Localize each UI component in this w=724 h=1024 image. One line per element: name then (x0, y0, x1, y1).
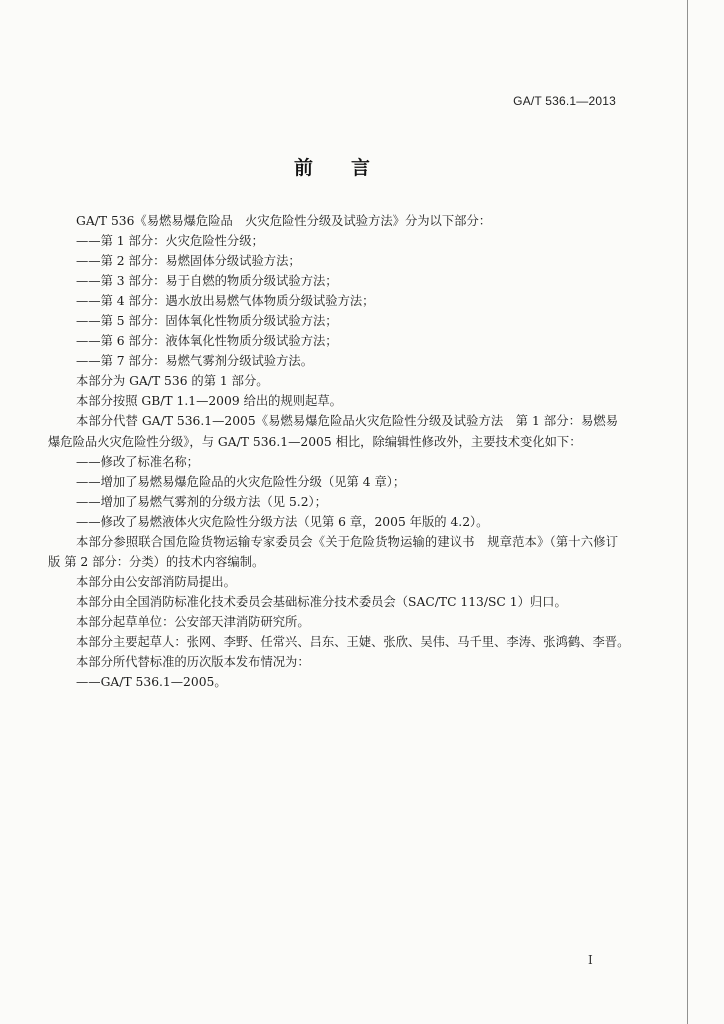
paragraph-centralized: 本部分由全国消防标准化技术委员会基础标准分技术委员会（SAC/TC 113/SC 1）归口。 (76, 594, 567, 609)
list-item-part-1: ——第 1 部分：火灾危险性分级； (76, 234, 264, 249)
list-item-part-5: ——第 5 部分：固体氧化性物质分级试验方法； (76, 314, 338, 329)
paragraph-drafting-rules: 本部分按照 GB/T 1.1—2009 给出的规则起草。 (76, 394, 342, 409)
page-number: I (588, 953, 593, 967)
paragraph-replacement: 本部分代替 GA/T 536.1—2005《易燃易爆危险品火灾危险性分级及试验方法 第 1 部分：易燃易爆危险品火灾危险性分级》，与 GA/T 536.1—2005 相比，除编辑性修改外，主要技术变化如下： (48, 414, 618, 449)
document-code: GA/T 536.1—2013 (513, 94, 616, 108)
list-item-change-3: ——增加了易燃气雾剂的分级方法（见 5.2）； (76, 494, 327, 509)
list-item-part-4: ——第 4 部分：遇水放出易燃气体物质分级试验方法； (76, 294, 375, 309)
scan-edge-line (687, 0, 688, 1024)
paragraph-part-statement: 本部分为 GA/T 536 的第 1 部分。 (76, 374, 269, 389)
list-item-change-2: ——增加了易燃易爆危险品的火灾危险性分级（见第 4 章）； (76, 474, 406, 489)
list-item-part-6: ——第 6 部分：液体氧化性物质分级试验方法； (76, 334, 338, 349)
paragraph-history: 本部分所代替标准的历次版本发布情况为： (76, 655, 310, 670)
list-item-change-1: ——修改了标准名称； (76, 454, 199, 469)
list-item-part-2: ——第 2 部分：易燃固体分级试验方法； (76, 254, 301, 269)
paragraph-drafting-unit: 本部分起草单位：公安部天津消防研究所。 (76, 614, 310, 629)
list-item-change-4: ——修改了易燃液体火灾危险性分级方法（见第 6 章，2005 年版的 4.2）。 (76, 514, 489, 529)
page-title: 前言 (293, 157, 408, 179)
paragraph-intro: GA/T 536《易燃易爆危险品 火灾危险性分级及试验方法》分为以下部分： (76, 214, 492, 228)
list-item-part-3: ——第 3 部分：易于自燃的物质分级试验方法； (76, 274, 338, 289)
paragraph-reference: 本部分参照联合国危险货物运输专家委员会《关于危险货物运输的建议书 规章范本》（第十六修订版 第 2 部分：分类）的技术内容编制。 (48, 534, 618, 569)
paragraph-drafters: 本部分主要起草人：张网、李野、任常兴、吕东、王婕、张欣、吴伟、马千里、李涛、张鸿鹤、李晋。 (76, 634, 630, 649)
foreword-body (48, 211, 630, 692)
list-item-part-7: ——第 7 部分：易燃气雾剂分级试验方法。 (76, 354, 313, 369)
list-item-history-1: ——GA/T 536.1—2005。 (76, 675, 227, 690)
paragraph-proposer: 本部分由公安部消防局提出。 (76, 574, 236, 589)
